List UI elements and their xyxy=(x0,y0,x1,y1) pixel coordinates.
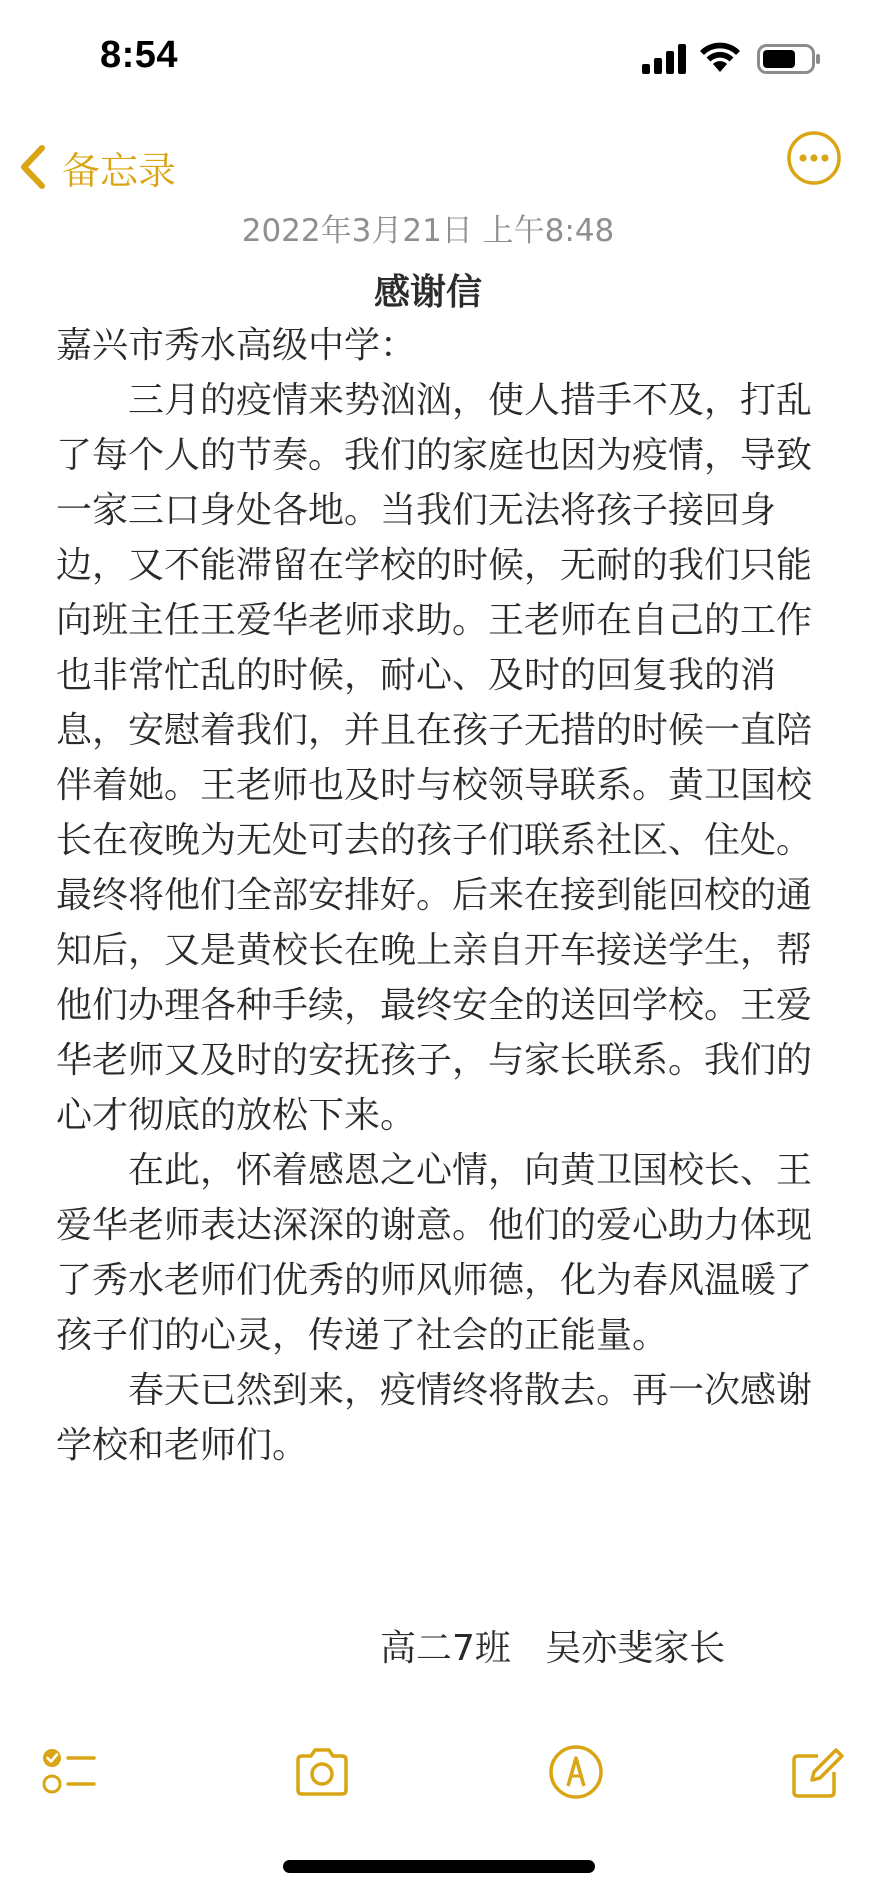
more-icon[interactable] xyxy=(786,130,842,186)
note-paragraph-1: 三月的疫情来势汹汹，使人措手不及，打乱了每个人的节奏。我们的家庭也因为疫情，导致一家三口身处各地。当我们无法将孩子接回身边，又不能滞留在学校的时候，无耐的我们只能向班主任王爱华老师求助。王老师在自己的工作也非常忙乱的时候，耐心、及时的回复我的消息，安慰着我们，并且在孩子无措的时候一直陪伴着她。王老师也及时与校领导联系。黄卫国校长在夜晚为无处可去的孩子们联系社区、住处。最终将他们全部安排好。后来在接到能回校的通知后，又是黄校长在晚上亲自开车接送学生，帮他们办理各种手续，最终安全的送回学校。王爱华老师又及时的安抚孩子，与家长联系。我们的心才彻底的放松下来。 xyxy=(56,380,813,1136)
checklist-icon[interactable] xyxy=(38,1742,98,1802)
note-title[interactable]: 感谢信 xyxy=(373,272,482,313)
back-button[interactable] xyxy=(18,132,176,202)
home-indicator[interactable] xyxy=(283,1860,595,1873)
status-bar xyxy=(0,0,878,118)
battery-icon xyxy=(757,44,821,74)
camera-icon[interactable] xyxy=(292,1742,352,1802)
back-label: 备忘录 xyxy=(62,148,177,193)
status-time: 8:54 xyxy=(100,34,179,76)
compose-icon[interactable] xyxy=(788,1742,848,1802)
markup-pen-icon[interactable] xyxy=(546,1742,606,1802)
signal-icon xyxy=(642,44,686,74)
note-body[interactable] xyxy=(56,318,826,1473)
note-paragraph-3: 春天已然到来，疫情终将散去。再一次感谢学校和老师们。 xyxy=(56,1370,813,1466)
note-paragraph-2: 在此，怀着感恩之心情，向黄卫国校长、王爱华老师表达深深的谢意。他们的爱心助力体现了秀水老师们优秀的师风师德，化为春风温暖了孩子们的心灵，传递了社会的正能量。 xyxy=(56,1150,813,1356)
wifi-icon xyxy=(700,42,740,74)
nav-bar xyxy=(0,118,878,218)
chevron-left-icon xyxy=(18,144,48,190)
note-salutation: 嘉兴市秀水高级中学： xyxy=(56,325,417,366)
bottom-toolbar xyxy=(0,1730,878,1830)
note-date: 2022年3月21日 上午8:48 xyxy=(241,213,615,249)
note-signature: 高二7班 吴亦斐家长 xyxy=(380,1628,726,1669)
